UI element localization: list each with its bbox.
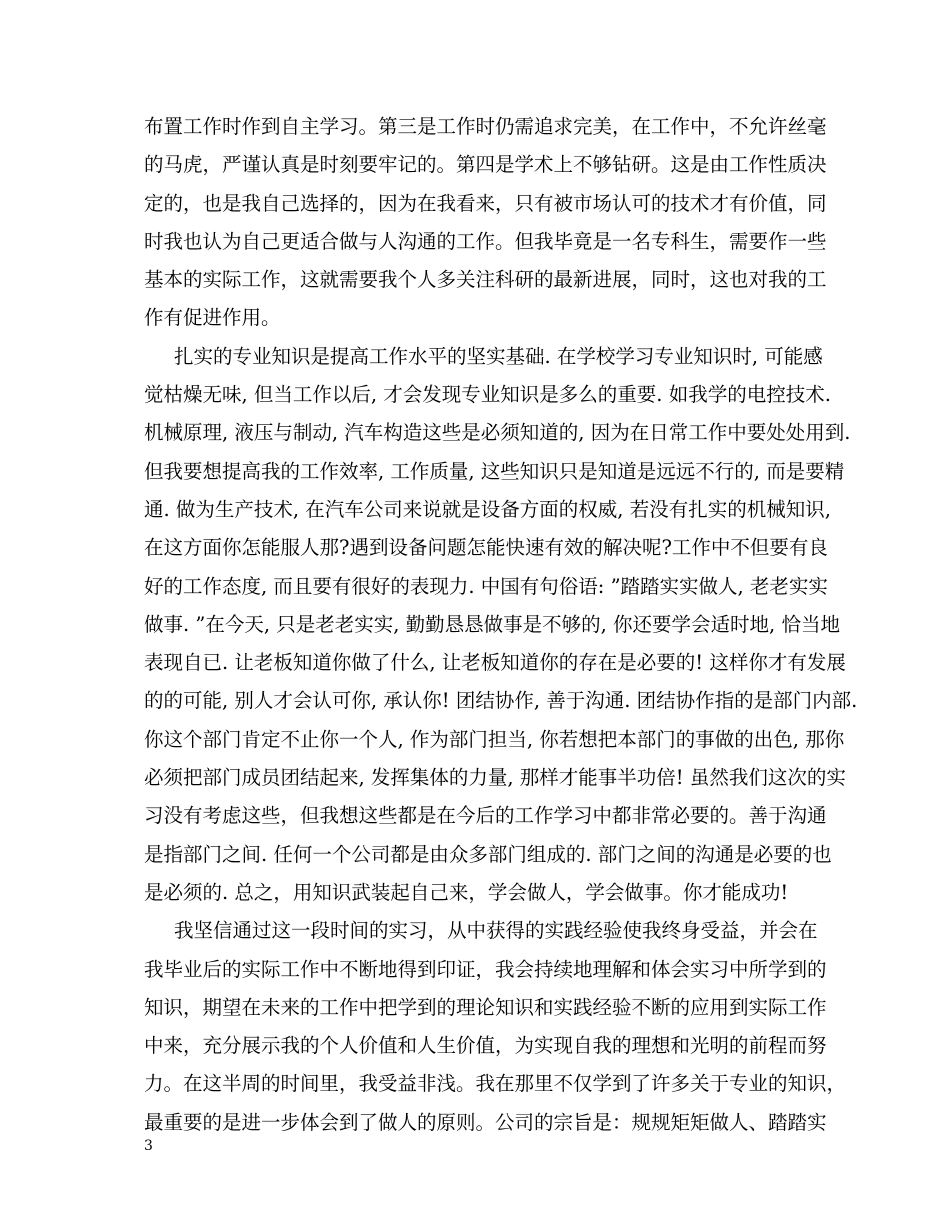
text-line: 我坚信通过这一段时间的实习，从中获得的实践经验使我终身受益，并会在	[174, 919, 818, 943]
text-line: 基本的实际工作，这就需要我个人多关注科研的最新进展，同时，这也对我的工	[144, 268, 827, 292]
page-number: 3	[144, 1138, 153, 1154]
paragraph-3	[144, 912, 847, 1142]
text-line: 时我也认为自己更适合做与人沟通的工作。但我毕竟是一名专科生，需要作一些	[144, 229, 827, 253]
text-line: 你这个部门肯定不止你一个人, 作为部门担当, 你若想把本部门的事做的出色, 那你	[144, 727, 845, 751]
text-line: 好的工作态度, 而且要有很好的表现力. 中国有句俗语: ”踏踏实实做人, 老老实实	[144, 574, 828, 598]
paragraph-1	[144, 108, 827, 338]
text-line: 扎实的专业知识是提高工作水平的坚实基础. 在学校学习专业知识时, 可能感	[174, 344, 823, 368]
text-line: 最重要的是进一步体会到了做人的原则。公司的宗旨是：规规矩矩做人、踏踏实	[144, 1110, 827, 1134]
text-line: 我毕业后的实际工作中不断地得到印证，我会持续地理解和体会实习中所学到的	[144, 957, 827, 981]
text-line: 通. 做为生产技术, 在汽车公司来说就是设备方面的权威, 若没有扎实的机械知识,	[144, 497, 831, 521]
text-line: 作有促进作用。	[144, 306, 281, 330]
text-line: 必须把部门成员团结起来, 发挥集体的力量, 那样才能事半功倍! 虽然我们这次的实	[144, 766, 846, 790]
document-body	[144, 108, 858, 1142]
text-line: 在这方面你怎能服人那?遇到设备问题怎能快速有效的解决呢?工作中不但要有良	[144, 536, 828, 560]
text-line: 定的，也是我自己选择的，因为在我看来，只有被市场认可的技术才有价值，同	[144, 191, 827, 215]
text-line: 是指部门之间. 任何一个公司都是由众多部门组成的. 部门之间的沟通是必要的也	[144, 842, 832, 866]
text-line: 习没有考虑这些，但我想这些都是在今后的工作学习中都非常必要的。善于沟通	[144, 804, 827, 828]
text-line: 布置工作时作到自主学习。第三是工作时仍需追求完美，在工作中，不允许丝毫	[144, 115, 827, 138]
text-line: 机械原理, 液压与制动, 汽车构造这些是必须知道的, 因为在日常工作中要处处用到.	[144, 421, 851, 445]
text-line: 是必须的. 总之，用知识武装起自己来，学会做人，学会做事。你才能成功!	[144, 880, 789, 904]
text-line: 的的可能, 别人才会认可你, 承认你! 团结协作, 善于沟通. 团结协作指的是部门内部.	[144, 689, 858, 713]
text-line: 觉枯燥无味, 但当工作以后, 才会发现专业知识是多么的重要. 如我学的电控技术.	[144, 383, 831, 407]
text-line: 但我要想提高我的工作效率, 工作质量, 这些知识只是知道是远远不行的, 而是要精	[144, 459, 845, 483]
text-line: 的马虎，严谨认真是时刻要牢记的。第四是学术上不够钻研。这是由工作性质决	[144, 153, 827, 177]
text-line: 知识，期望在未来的工作中把学到的理论知识和实践经验不断的应用到实际工作	[144, 995, 827, 1019]
text-line: 力。在这半周的时间里，我受益非浅。我在那里不仅学到了许多关于专业的知识，	[144, 1072, 847, 1096]
text-line: 中来，充分展示我的个人价值和人生价值，为实现自我的理想和光明的前程而努	[144, 1034, 827, 1058]
text-line: 做事. ”在今天, 只是老老实实, 勤勤恳恳做事是不够的, 你还要学会适时地, 恰当地	[144, 612, 840, 636]
text-line: 表现自已. 让老板知道你做了什么, 让老板知道你的存在是必要的! 这样你才有发展	[144, 651, 846, 675]
paragraph-2	[144, 338, 858, 912]
